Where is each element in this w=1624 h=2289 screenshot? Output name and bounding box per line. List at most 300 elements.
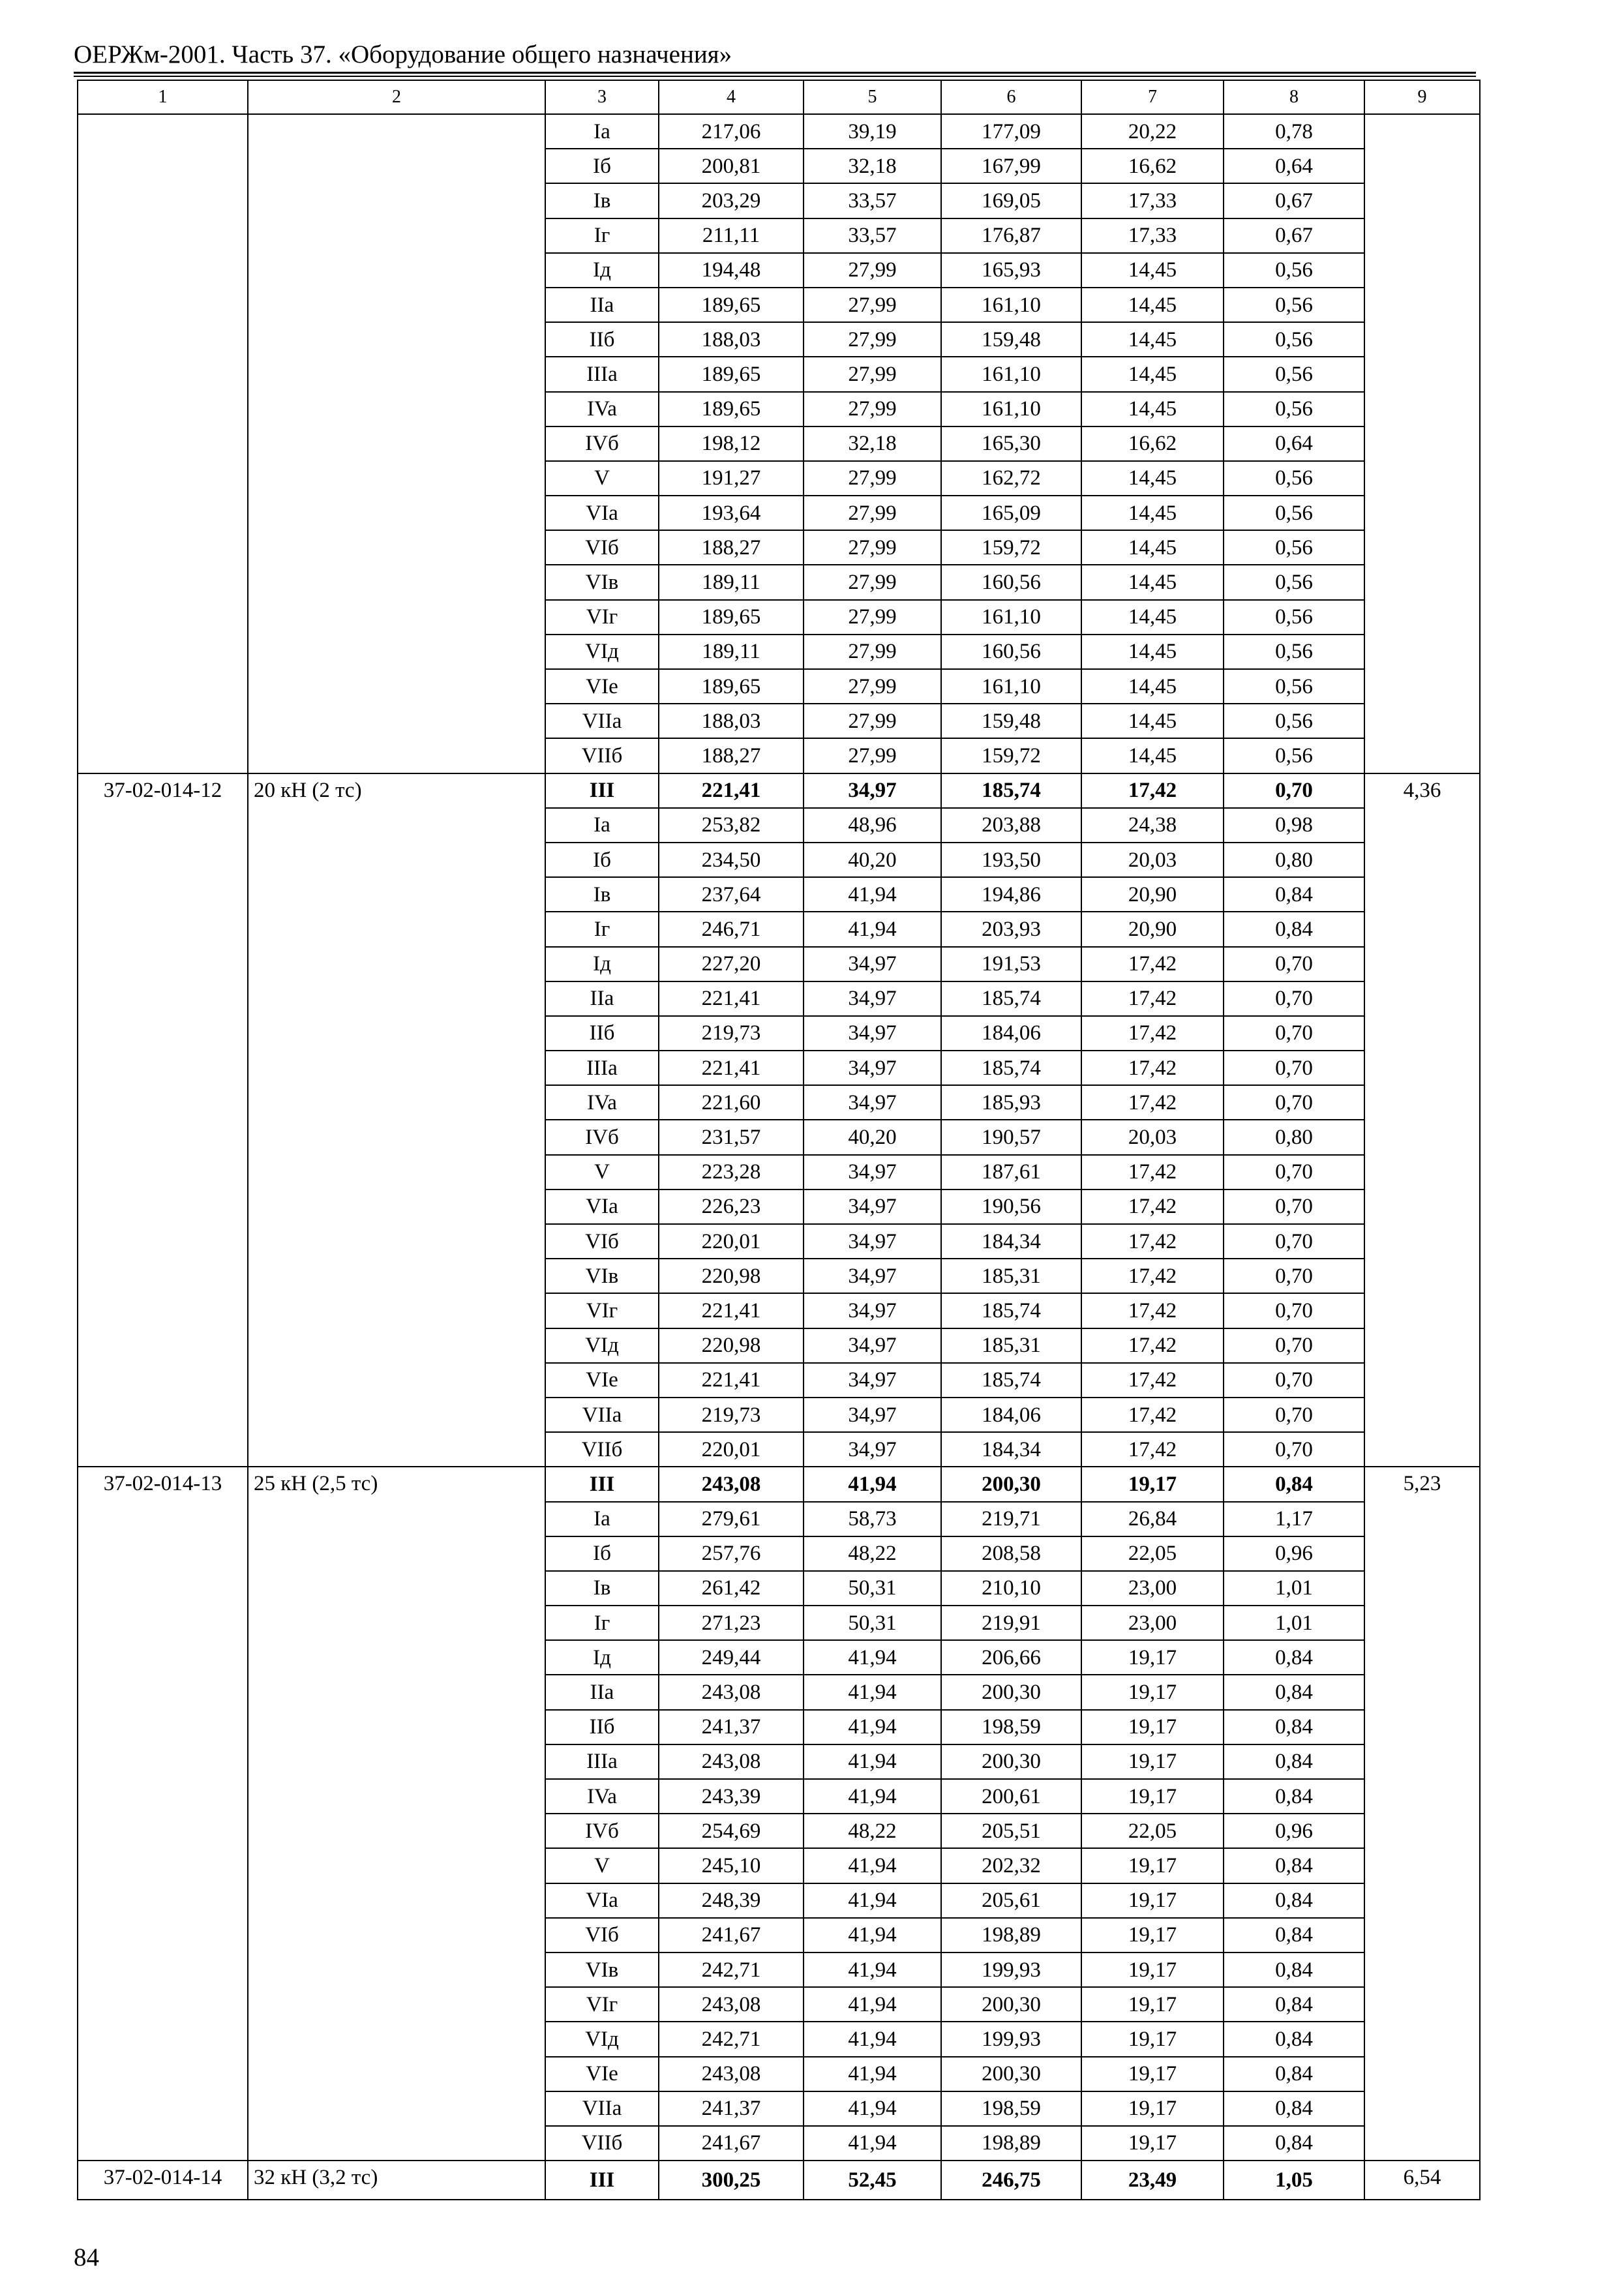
value-cell: 50,31 xyxy=(804,1571,941,1606)
value-cell: 0,98 xyxy=(1224,808,1364,843)
value-cell: 160,56 xyxy=(941,565,1081,599)
value-cell: 253,82 xyxy=(659,808,804,843)
value-cell: 22,05 xyxy=(1081,1536,1224,1571)
value-cell: 17,42 xyxy=(1081,1259,1224,1293)
value-cell: 14,45 xyxy=(1081,635,1224,669)
value-cell: 34,97 xyxy=(804,1398,941,1432)
value-cell: 14,45 xyxy=(1081,669,1224,704)
rate-code: 37-02-014-13 xyxy=(78,1467,248,2161)
value-cell: 203,29 xyxy=(659,183,804,218)
value-cell: 14,45 xyxy=(1081,704,1224,738)
value-cell: 0,84 xyxy=(1224,877,1364,912)
value-cell: 34,97 xyxy=(804,1085,941,1120)
value-cell: 34,97 xyxy=(804,1224,941,1259)
zone-cell: IIIa xyxy=(545,1051,659,1085)
value-cell: 0,70 xyxy=(1224,1432,1364,1467)
value-cell: 0,84 xyxy=(1224,1640,1364,1675)
value-cell: 34,97 xyxy=(804,1051,941,1085)
value-cell: 300,25 xyxy=(659,2161,804,2200)
column-9-value xyxy=(1364,114,1480,773)
value-cell: 58,73 xyxy=(804,1502,941,1536)
value-cell: 177,09 xyxy=(941,114,1081,149)
value-cell: 50,31 xyxy=(804,1606,941,1640)
value-cell: 189,65 xyxy=(659,669,804,704)
value-cell: 185,74 xyxy=(941,773,1081,808)
page-number: 84 xyxy=(74,2243,99,2271)
value-cell: 20,90 xyxy=(1081,877,1224,912)
zone-cell: Iб xyxy=(545,1536,659,1571)
value-cell: 248,39 xyxy=(659,1883,804,1918)
value-cell: 0,56 xyxy=(1224,600,1364,635)
page-header: ОЕРЖм-2001. Часть 37. «Оборудование общего назначения» xyxy=(74,40,732,68)
value-cell: 17,42 xyxy=(1081,947,1224,981)
zone-cell: IVб xyxy=(545,426,659,461)
value-cell: 17,42 xyxy=(1081,1328,1224,1363)
value-cell: 19,17 xyxy=(1081,2022,1224,2056)
zone-cell: IIб xyxy=(545,1710,659,1744)
rate-code: 37-02-014-12 xyxy=(78,773,248,1467)
value-cell: 200,30 xyxy=(941,1744,1081,1779)
zone-cell: IIб xyxy=(545,1016,659,1051)
value-cell: 227,20 xyxy=(659,947,804,981)
value-cell: 52,45 xyxy=(804,2161,941,2200)
value-cell: 198,59 xyxy=(941,2091,1081,2126)
value-cell: 187,61 xyxy=(941,1155,1081,1189)
zone-cell: IVa xyxy=(545,392,659,426)
rate-code xyxy=(78,114,248,773)
value-cell: 0,84 xyxy=(1224,1883,1364,1918)
zone-cell: III xyxy=(545,2161,659,2200)
value-cell: 32,18 xyxy=(804,426,941,461)
zone-cell: VIIa xyxy=(545,704,659,738)
column-9-value: 6,54 xyxy=(1364,2161,1480,2200)
zone-cell: IVa xyxy=(545,1779,659,1814)
value-cell: 189,65 xyxy=(659,357,804,391)
value-cell: 193,50 xyxy=(941,843,1081,877)
value-cell: 17,42 xyxy=(1081,1051,1224,1085)
value-cell: 0,70 xyxy=(1224,1259,1364,1293)
column-number: 1 xyxy=(78,80,248,114)
zone-cell: Iб xyxy=(545,843,659,877)
value-cell: 0,84 xyxy=(1224,1848,1364,1883)
value-cell: 17,42 xyxy=(1081,773,1224,808)
load-capacity xyxy=(248,114,545,773)
value-cell: 226,23 xyxy=(659,1189,804,1224)
value-cell: 17,42 xyxy=(1081,1085,1224,1120)
value-cell: 19,17 xyxy=(1081,2057,1224,2091)
zone-cell: VIб xyxy=(545,1918,659,1952)
zone-cell: IIб xyxy=(545,322,659,357)
value-cell: 159,48 xyxy=(941,704,1081,738)
value-cell: 0,70 xyxy=(1224,1398,1364,1432)
value-cell: 17,42 xyxy=(1081,1016,1224,1051)
value-cell: 41,94 xyxy=(804,1640,941,1675)
value-cell: 210,10 xyxy=(941,1571,1081,1606)
value-cell: 190,57 xyxy=(941,1120,1081,1154)
value-cell: 0,70 xyxy=(1224,1155,1364,1189)
value-cell: 165,93 xyxy=(941,253,1081,288)
value-cell: 17,42 xyxy=(1081,1224,1224,1259)
value-cell: 185,74 xyxy=(941,1363,1081,1398)
zone-cell: Iг xyxy=(545,912,659,946)
table-row xyxy=(78,1467,1480,1501)
value-cell: 41,94 xyxy=(804,1710,941,1744)
value-cell: 246,75 xyxy=(941,2161,1081,2200)
zone-cell: Iв xyxy=(545,877,659,912)
value-cell: 20,22 xyxy=(1081,114,1224,149)
zone-cell: V xyxy=(545,1155,659,1189)
value-cell: 17,42 xyxy=(1081,1432,1224,1467)
value-cell: 261,42 xyxy=(659,1571,804,1606)
value-cell: 17,42 xyxy=(1081,981,1224,1016)
value-cell: 34,97 xyxy=(804,773,941,808)
value-cell: 19,17 xyxy=(1081,1744,1224,1779)
zone-cell: VIIб xyxy=(545,1432,659,1467)
value-cell: 0,56 xyxy=(1224,357,1364,391)
value-cell: 17,42 xyxy=(1081,1155,1224,1189)
value-cell: 17,42 xyxy=(1081,1293,1224,1328)
value-cell: 161,10 xyxy=(941,392,1081,426)
value-cell: 41,94 xyxy=(804,2022,941,2056)
value-cell: 14,45 xyxy=(1081,392,1224,426)
value-cell: 0,84 xyxy=(1224,1918,1364,1952)
value-cell: 243,08 xyxy=(659,1744,804,1779)
zone-cell: Iд xyxy=(545,253,659,288)
zone-cell: IVб xyxy=(545,1120,659,1154)
value-cell: 221,41 xyxy=(659,1363,804,1398)
value-cell: 246,71 xyxy=(659,912,804,946)
value-cell: 19,17 xyxy=(1081,1848,1224,1883)
value-cell: 185,74 xyxy=(941,1293,1081,1328)
value-cell: 0,84 xyxy=(1224,1675,1364,1709)
zone-cell: VIг xyxy=(545,600,659,635)
table-row xyxy=(78,2161,1480,2200)
value-cell: 20,03 xyxy=(1081,1120,1224,1154)
value-cell: 220,98 xyxy=(659,1328,804,1363)
value-cell: 0,84 xyxy=(1224,912,1364,946)
value-cell: 34,97 xyxy=(804,1293,941,1328)
value-cell: 0,70 xyxy=(1224,1189,1364,1224)
value-cell: 26,84 xyxy=(1081,1502,1224,1536)
value-cell: 194,48 xyxy=(659,253,804,288)
value-cell: 162,72 xyxy=(941,461,1081,496)
value-cell: 221,41 xyxy=(659,981,804,1016)
value-cell: 234,50 xyxy=(659,843,804,877)
value-cell: 24,38 xyxy=(1081,808,1224,843)
value-cell: 161,10 xyxy=(941,288,1081,322)
load-capacity: 25 кН (2,5 тс) xyxy=(248,1467,545,2161)
zone-cell: VIв xyxy=(545,1952,659,1987)
value-cell: 241,67 xyxy=(659,1918,804,1952)
zone-cell: Ia xyxy=(545,114,659,149)
value-cell: 0,70 xyxy=(1224,947,1364,981)
zone-cell: VIд xyxy=(545,2022,659,2056)
value-cell: 188,27 xyxy=(659,530,804,565)
value-cell: 243,08 xyxy=(659,1987,804,2022)
header-rule xyxy=(74,72,1476,74)
value-cell: 0,70 xyxy=(1224,773,1364,808)
value-cell: 19,17 xyxy=(1081,2126,1224,2161)
value-cell: 27,99 xyxy=(804,392,941,426)
value-cell: 161,10 xyxy=(941,357,1081,391)
value-cell: 0,84 xyxy=(1224,1744,1364,1779)
value-cell: 27,99 xyxy=(804,496,941,530)
value-cell: 0,84 xyxy=(1224,2022,1364,2056)
zone-cell: VIa xyxy=(545,496,659,530)
rate-code: 37-02-014-14 xyxy=(78,2161,248,2200)
value-cell: 41,94 xyxy=(804,877,941,912)
value-cell: 223,28 xyxy=(659,1155,804,1189)
value-cell: 19,17 xyxy=(1081,1987,1224,2022)
zone-cell: VIб xyxy=(545,1224,659,1259)
value-cell: 41,94 xyxy=(804,2091,941,2126)
value-cell: 19,17 xyxy=(1081,1883,1224,1918)
value-cell: 189,65 xyxy=(659,392,804,426)
value-cell: 202,32 xyxy=(941,1848,1081,1883)
value-cell: 0,64 xyxy=(1224,426,1364,461)
value-cell: 271,23 xyxy=(659,1606,804,1640)
value-cell: 17,33 xyxy=(1081,218,1224,253)
value-cell: 161,10 xyxy=(941,669,1081,704)
value-cell: 219,73 xyxy=(659,1016,804,1051)
value-cell: 1,05 xyxy=(1224,2161,1364,2200)
value-cell: 41,94 xyxy=(804,1987,941,2022)
value-cell: 0,56 xyxy=(1224,253,1364,288)
column-number: 7 xyxy=(1081,80,1224,114)
value-cell: 198,12 xyxy=(659,426,804,461)
value-cell: 19,17 xyxy=(1081,1675,1224,1709)
value-cell: 189,65 xyxy=(659,600,804,635)
zone-cell: VIIб xyxy=(545,738,659,773)
value-cell: 34,97 xyxy=(804,1155,941,1189)
value-cell: 41,94 xyxy=(804,2057,941,2091)
value-cell: 0,96 xyxy=(1224,1536,1364,1571)
value-cell: 0,70 xyxy=(1224,1016,1364,1051)
zone-cell: IIa xyxy=(545,288,659,322)
value-cell: 200,61 xyxy=(941,1779,1081,1814)
value-cell: 0,56 xyxy=(1224,288,1364,322)
zone-cell: Ia xyxy=(545,808,659,843)
zone-cell: VIe xyxy=(545,669,659,704)
zone-cell: Iд xyxy=(545,1640,659,1675)
value-cell: 203,88 xyxy=(941,808,1081,843)
value-cell: 243,08 xyxy=(659,1467,804,1501)
value-cell: 200,81 xyxy=(659,149,804,183)
value-cell: 231,57 xyxy=(659,1120,804,1154)
value-cell: 193,64 xyxy=(659,496,804,530)
value-cell: 220,01 xyxy=(659,1432,804,1467)
value-cell: 191,53 xyxy=(941,947,1081,981)
value-cell: 1,01 xyxy=(1224,1606,1364,1640)
value-cell: 0,70 xyxy=(1224,1293,1364,1328)
value-cell: 200,30 xyxy=(941,2057,1081,2091)
value-cell: 0,96 xyxy=(1224,1814,1364,1848)
value-cell: 208,58 xyxy=(941,1536,1081,1571)
value-cell: 34,97 xyxy=(804,1328,941,1363)
value-cell: 34,97 xyxy=(804,1432,941,1467)
value-cell: 20,03 xyxy=(1081,843,1224,877)
value-cell: 220,98 xyxy=(659,1259,804,1293)
value-cell: 34,97 xyxy=(804,981,941,1016)
zone-cell: VIв xyxy=(545,1259,659,1293)
value-cell: 205,61 xyxy=(941,1883,1081,1918)
value-cell: 160,56 xyxy=(941,635,1081,669)
value-cell: 219,91 xyxy=(941,1606,1081,1640)
zone-cell: IIIa xyxy=(545,1744,659,1779)
column-9-value: 4,36 xyxy=(1364,773,1480,1467)
zone-cell: VIa xyxy=(545,1189,659,1224)
value-cell: 32,18 xyxy=(804,149,941,183)
value-cell: 254,69 xyxy=(659,1814,804,1848)
value-cell: 1,01 xyxy=(1224,1571,1364,1606)
value-cell: 219,73 xyxy=(659,1398,804,1432)
value-cell: 242,71 xyxy=(659,1952,804,1987)
value-cell: 243,39 xyxy=(659,1779,804,1814)
zone-cell: VIд xyxy=(545,1328,659,1363)
zone-cell: V xyxy=(545,1848,659,1883)
value-cell: 41,94 xyxy=(804,1918,941,1952)
value-cell: 185,93 xyxy=(941,1085,1081,1120)
value-cell: 217,06 xyxy=(659,114,804,149)
value-cell: 200,30 xyxy=(941,1987,1081,2022)
value-cell: 0,78 xyxy=(1224,114,1364,149)
value-cell: 245,10 xyxy=(659,1848,804,1883)
value-cell: 14,45 xyxy=(1081,253,1224,288)
value-cell: 169,05 xyxy=(941,183,1081,218)
value-cell: 23,00 xyxy=(1081,1571,1224,1606)
column-number: 9 xyxy=(1364,80,1480,114)
value-cell: 41,94 xyxy=(804,2126,941,2161)
value-cell: 0,56 xyxy=(1224,322,1364,357)
zone-cell: IVa xyxy=(545,1085,659,1120)
value-cell: 33,57 xyxy=(804,183,941,218)
zone-cell: VIIб xyxy=(545,2126,659,2161)
zone-cell: VIг xyxy=(545,1293,659,1328)
value-cell: 243,08 xyxy=(659,2057,804,2091)
column-number: 8 xyxy=(1224,80,1364,114)
value-cell: 0,84 xyxy=(1224,1710,1364,1744)
zone-cell: Iв xyxy=(545,183,659,218)
zone-cell: VIIa xyxy=(545,1398,659,1432)
value-cell: 17,33 xyxy=(1081,183,1224,218)
value-cell: 20,90 xyxy=(1081,912,1224,946)
value-cell: 27,99 xyxy=(804,565,941,599)
value-cell: 200,30 xyxy=(941,1467,1081,1501)
value-cell: 16,62 xyxy=(1081,426,1224,461)
value-cell: 189,65 xyxy=(659,288,804,322)
zone-cell: IIIa xyxy=(545,357,659,391)
value-cell: 0,84 xyxy=(1224,1952,1364,1987)
value-cell: 27,99 xyxy=(804,461,941,496)
value-cell: 185,31 xyxy=(941,1328,1081,1363)
value-cell: 19,17 xyxy=(1081,1918,1224,1952)
value-cell: 184,06 xyxy=(941,1398,1081,1432)
value-cell: 165,30 xyxy=(941,426,1081,461)
value-cell: 167,99 xyxy=(941,149,1081,183)
header-rule xyxy=(74,76,1476,77)
value-cell: 41,94 xyxy=(804,1848,941,1883)
column-number-row xyxy=(78,80,1480,114)
value-cell: 33,57 xyxy=(804,218,941,253)
value-cell: 14,45 xyxy=(1081,530,1224,565)
value-cell: 19,17 xyxy=(1081,1467,1224,1501)
value-cell: 0,70 xyxy=(1224,1328,1364,1363)
value-cell: 27,99 xyxy=(804,253,941,288)
value-cell: 0,70 xyxy=(1224,1051,1364,1085)
price-table xyxy=(77,80,1481,2200)
value-cell: 0,84 xyxy=(1224,1467,1364,1501)
value-cell: 40,20 xyxy=(804,1120,941,1154)
load-capacity: 20 кН (2 тс) xyxy=(248,773,545,1467)
value-cell: 27,99 xyxy=(804,669,941,704)
load-capacity: 32 кН (3,2 тс) xyxy=(248,2161,545,2200)
zone-cell: V xyxy=(545,461,659,496)
value-cell: 41,94 xyxy=(804,912,941,946)
value-cell: 27,99 xyxy=(804,288,941,322)
value-cell: 14,45 xyxy=(1081,461,1224,496)
zone-cell: IVб xyxy=(545,1814,659,1848)
value-cell: 19,17 xyxy=(1081,1952,1224,1987)
value-cell: 203,93 xyxy=(941,912,1081,946)
value-cell: 206,66 xyxy=(941,1640,1081,1675)
value-cell: 0,84 xyxy=(1224,2091,1364,2126)
value-cell: 17,42 xyxy=(1081,1189,1224,1224)
value-cell: 185,74 xyxy=(941,1051,1081,1085)
value-cell: 22,05 xyxy=(1081,1814,1224,1848)
value-cell: 14,45 xyxy=(1081,357,1224,391)
value-cell: 17,42 xyxy=(1081,1398,1224,1432)
value-cell: 0,56 xyxy=(1224,530,1364,565)
value-cell: 27,99 xyxy=(804,322,941,357)
value-cell: 0,84 xyxy=(1224,2057,1364,2091)
value-cell: 14,45 xyxy=(1081,322,1224,357)
value-cell: 205,51 xyxy=(941,1814,1081,1848)
value-cell: 221,41 xyxy=(659,1051,804,1085)
value-cell: 0,56 xyxy=(1224,669,1364,704)
value-cell: 200,30 xyxy=(941,1675,1081,1709)
value-cell: 0,64 xyxy=(1224,149,1364,183)
value-cell: 0,56 xyxy=(1224,461,1364,496)
value-cell: 27,99 xyxy=(804,600,941,635)
value-cell: 34,97 xyxy=(804,1363,941,1398)
value-cell: 0,67 xyxy=(1224,183,1364,218)
value-cell: 221,41 xyxy=(659,773,804,808)
zone-cell: III xyxy=(545,1467,659,1501)
value-cell: 176,87 xyxy=(941,218,1081,253)
table-row xyxy=(78,773,1480,808)
value-cell: 188,27 xyxy=(659,738,804,773)
value-cell: 14,45 xyxy=(1081,496,1224,530)
value-cell: 0,67 xyxy=(1224,218,1364,253)
zone-cell: VIб xyxy=(545,530,659,565)
value-cell: 220,01 xyxy=(659,1224,804,1259)
value-cell: 0,84 xyxy=(1224,2126,1364,2161)
value-cell: 0,84 xyxy=(1224,1779,1364,1814)
value-cell: 257,76 xyxy=(659,1536,804,1571)
value-cell: 211,11 xyxy=(659,218,804,253)
zone-cell: Iв xyxy=(545,1571,659,1606)
value-cell: 16,62 xyxy=(1081,149,1224,183)
value-cell: 165,09 xyxy=(941,496,1081,530)
value-cell: 34,97 xyxy=(804,947,941,981)
column-9-value: 5,23 xyxy=(1364,1467,1480,2161)
zone-cell: VIIa xyxy=(545,2091,659,2126)
value-cell: 0,56 xyxy=(1224,738,1364,773)
value-cell: 194,86 xyxy=(941,877,1081,912)
column-number: 4 xyxy=(659,80,804,114)
value-cell: 14,45 xyxy=(1081,565,1224,599)
zone-cell: VIe xyxy=(545,2057,659,2091)
